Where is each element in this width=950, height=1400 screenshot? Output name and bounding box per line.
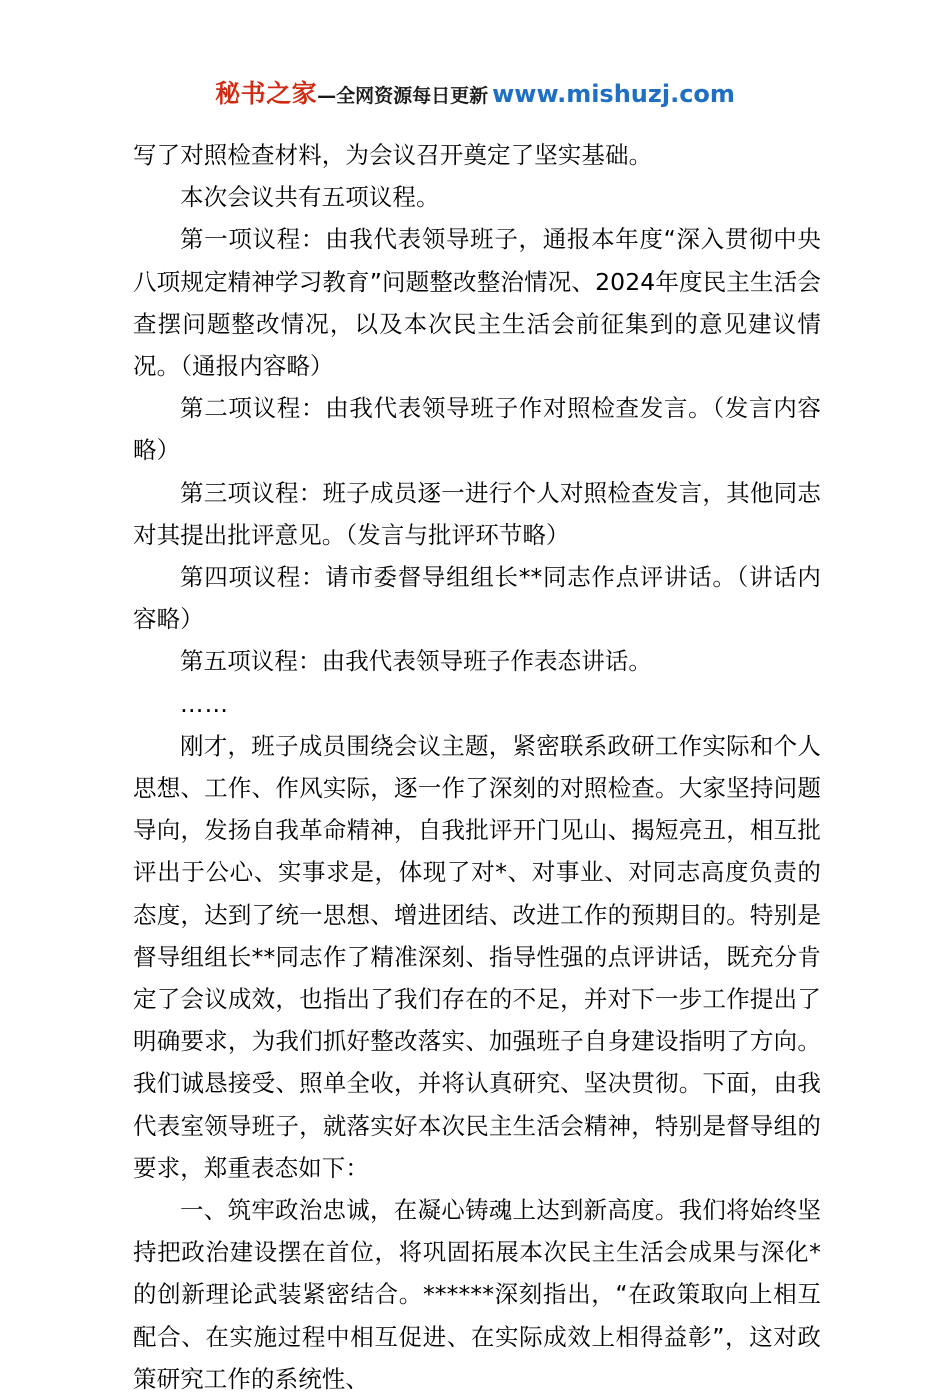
- watermark-url[interactable]: www.mishuzj.com: [492, 80, 735, 108]
- document-body: [133, 134, 821, 1400]
- watermark-banner: [0, 78, 950, 112]
- paragraph: 第三项议程：班子成员逐一进行个人对照检查发言，其他同志对其提出批评意见。（发言与批评环节略）: [133, 478, 821, 549]
- watermark-brand: 秘书之家: [215, 79, 318, 108]
- watermark-separator: —: [317, 85, 337, 107]
- paragraph: 第五项议程：由我代表领导班子作表态讲话。: [180, 647, 652, 676]
- paragraph: 写了对照检查材料，为会议召开奠定了坚实基础。: [133, 141, 653, 169]
- paragraph-ellipsis: ……: [180, 689, 229, 718]
- paragraph: 本次会议共有五项议程。: [180, 183, 440, 212]
- paragraph: 第四项议程：请市委督导组组长**同志作点评讲话。（讲话内容略）: [133, 563, 821, 634]
- paragraph: 第二项议程：由我代表领导班子作对照检查发言。（发言内容略）: [133, 394, 821, 465]
- paragraph: 第一项议程：由我代表领导班子，通报本年度“深入贯彻中央八项规定精神学习教育”问题整改整治情况、2024年度民主生活会查摆问题整改情况，以及本次民主生活会前征集到的意见建议情况。（通报内容略）: [133, 225, 821, 381]
- watermark-tagline: 全网资源每日更新: [336, 85, 489, 107]
- paragraph: 一、筑牢政治忠诚，在凝心铸魂上达到新高度。我们将始终坚持把政治建设摆在首位，将巩固拓展本次民主生活会成果与深化*的创新理论武装紧密结合。******深刻指出，“在政策取向上相互配合、在实施过程中相互促进、在实际成效上相得益彰”，这对政策研究工作的系统性、: [133, 1196, 821, 1393]
- paragraph: 刚才，班子成员围绕会议主题，紧密联系政研工作实际和个人思想、工作、作风实际，逐一作了深刻的对照检查。大家坚持问题导向，发扬自我革命精神，自我批评开门见山、揭短亮丑，相互批评出于公心、实事求是，体现了对*、对事业、对同志高度负责的态度，达到了统一思想、增进团结、改进工作的预期目的。特别是督导组组长**同志作了精准深刻、指导性强的点评讲话，既充分肯定了会议成效，也指出了我们存在的不足，并对下一步工作提出了明确要求，为我们抓好整改落实、加强班子自身建设指明了方向。我们诚恳接受、照单全收，并将认真研究、坚决贯彻。下面，由我代表室领导班子，就落实好本次民主生活会精神，特别是督导组的要求，郑重表态如下：: [133, 731, 821, 1182]
